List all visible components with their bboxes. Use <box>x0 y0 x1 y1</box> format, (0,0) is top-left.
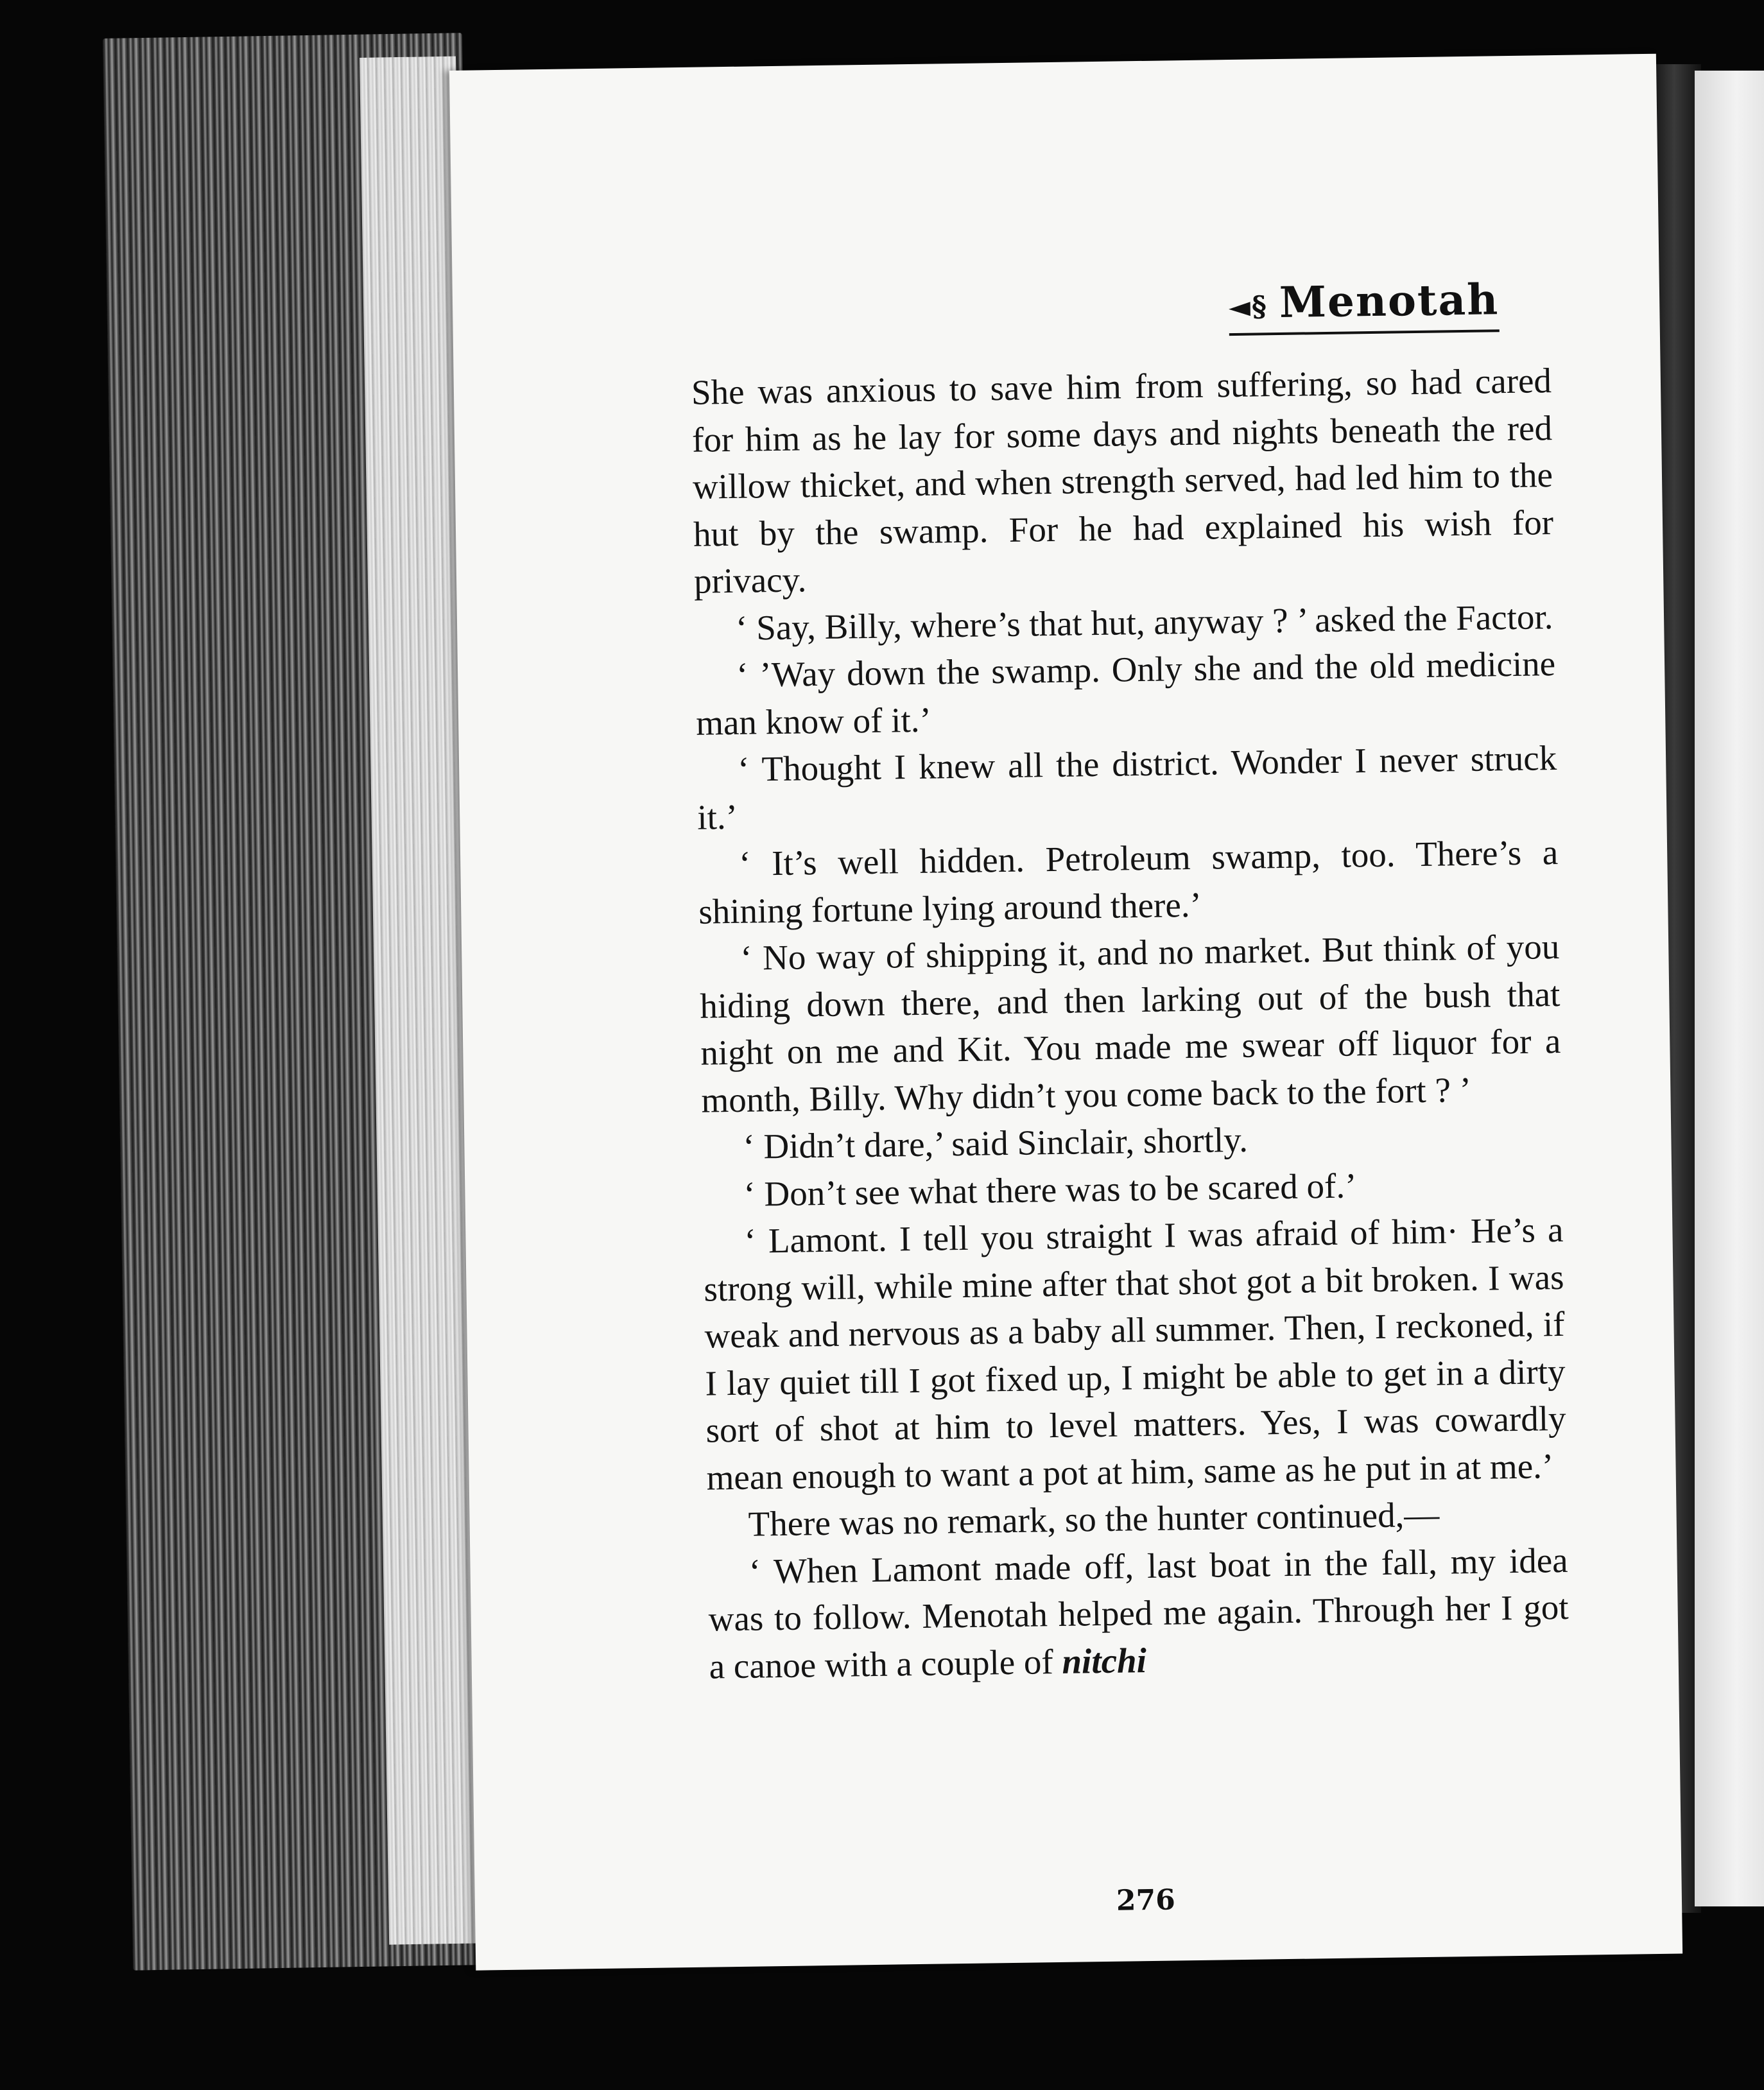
paragraph: ‘ It’s well hidden. Petroleum swamp, too. There’s a shining fortune lying around there.’ <box>698 833 1559 931</box>
facing-page-sliver <box>1695 71 1764 1906</box>
paragraph: There was no remark, so the hunter continued,— <box>748 1494 1440 1544</box>
paragraph: ‘ Didn’t dare,’ said Sinclair, shortly. <box>743 1119 1249 1166</box>
ornament-icon: ◄§ <box>1228 289 1268 324</box>
italic-word: nitchi <box>1062 1640 1147 1681</box>
paragraph: ‘ Say, Billy, where’s that hut, anyway ? ’ asked the Factor. <box>735 596 1553 648</box>
paragraph: ‘ Don’t see what there was to be scared of.’ <box>743 1165 1357 1214</box>
paragraph: ‘ Thought I knew all the district. Wonder I never struck it.’ <box>696 738 1557 837</box>
paragraph: ‘ Lamont. I tell you straight I was afraid of him· He’s a strong will, while mine after that shot got a bit broken. I was weak and nervous as a baby all summer. Then, I reckoned, if I lay quiet till I got fixed up, I might be able to get in a dirty sort of shot at him to level matters. Yes, I was cowardly mean enough to want a pot at him, same as he put in at me.’ <box>704 1209 1566 1498</box>
body-text <box>691 357 1570 1690</box>
page-number: 276 <box>1116 1883 1176 1917</box>
paragraph-last <box>707 1536 1569 1689</box>
book-page <box>449 54 1682 1971</box>
paragraph: ‘ ’Way down the swamp. Only she and the old medicine man know of it.’ <box>695 644 1556 743</box>
paragraph: She was anxious to save him from suffering, so had cared for him as he lay for some days and nights beneath the red willow thicket, and when strength served, had led him to the hut by the swamp. For he had explained his wish for privacy. <box>691 361 1554 601</box>
paragraph: ‘ No way of shipping it, and no market. But think of you hiding down there, and then larking out of the bush that night on me and Kit. You made me swear off liquor for a month, Billy. Why didn’t you come back to the fort ? ’ <box>699 926 1561 1120</box>
paragraph-last-text: ‘ When Lamont made off, last boat in the fall, my idea was to follow. Menotah helped me again. Through her I got a canoe with a couple of <box>708 1540 1569 1686</box>
running-head-title: Menotah <box>1279 274 1500 327</box>
running-head <box>1228 274 1499 336</box>
